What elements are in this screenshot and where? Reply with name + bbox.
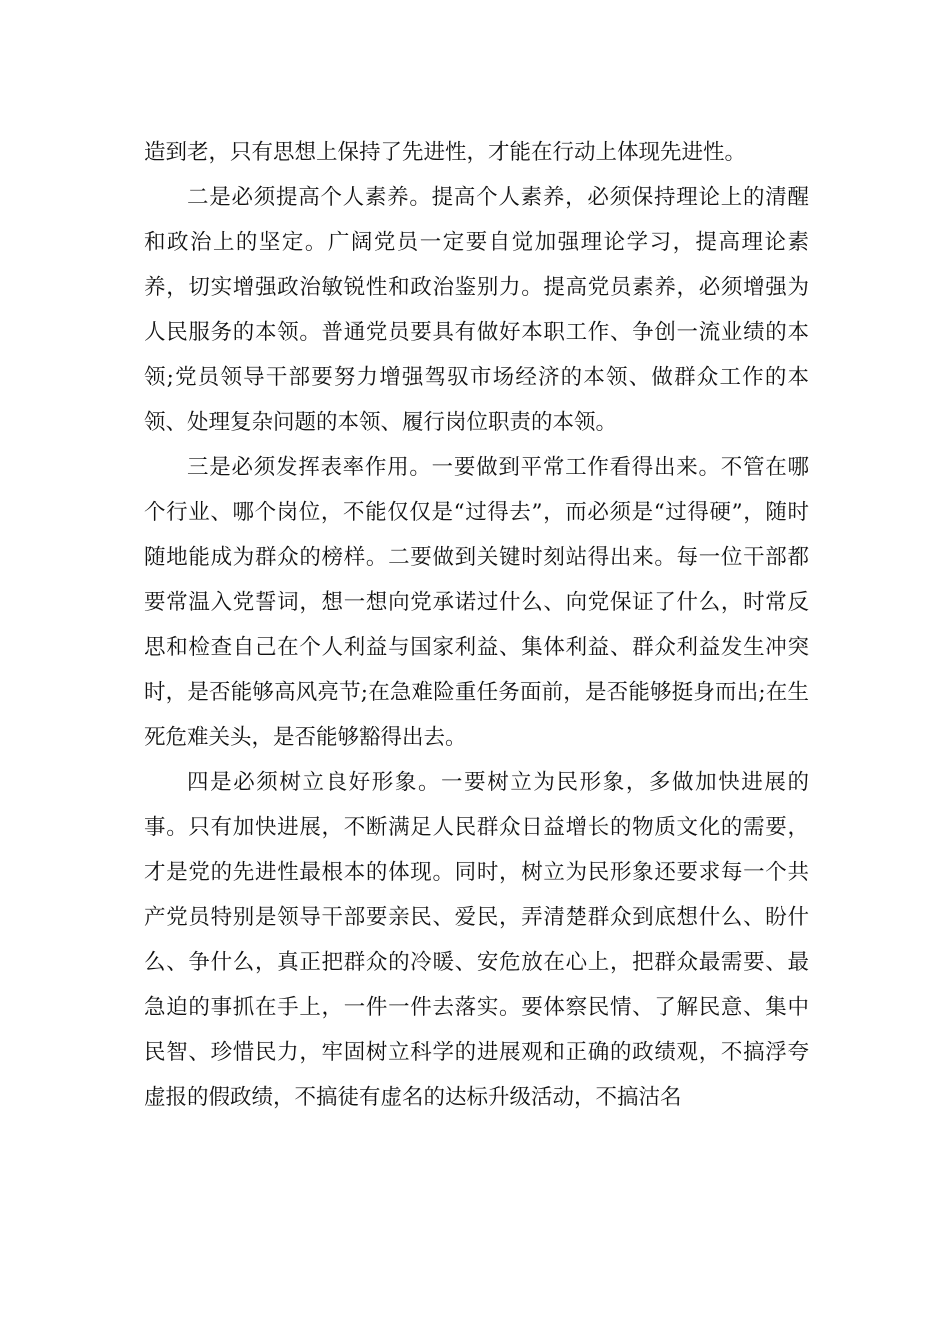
paragraph-continuation: 造到老，只有思想上保持了先进性，才能在行动上体现先进性。 bbox=[144, 140, 747, 165]
document-body bbox=[144, 130, 809, 1120]
paragraph-exemplary-role: 三是必须发挥表率作用。一要做到平常工作看得出来。不管在哪个行业、哪个岗位，不能仅仅是“过得去”，而必须是“过得硬”，随时随地能成为群众的榜样。二要做到关键时刻站得出来。每一位干部都要常温入党誓词，想一想向党承诺过什么、向党保证了什么，时常反思和检查自己在个人利益与国家利益、集体利益、群众利益发生冲突时，是否能够高风亮节;在急难险重任务面前，是否能够挺身而出;在生死危难关头，是否能够豁得出去。 bbox=[144, 455, 809, 750]
paragraph-good-image: 四是必须树立良好形象。一要树立为民形象，多做加快进展的事。只有加快进展，不断满足人民群众日益增长的物质文化的需要，才是党的先进性最根本的体现。同时，树立为民形象还要求每一个共产党员特别是领导干部要亲民、爱民，弄清楚群众到底想什么、盼什么、争什么，真正把群众的冷暖、安危放在心上，把群众最需要、最急迫的事抓在手上，一件一件去落实。要体察民情、了解民意、集中民智、珍惜民力，牢固树立科学的进展观和正确的政绩观，不搞浮夸虚报的假政绩，不搞徒有虚名的达标升级活动，不搞沽名 bbox=[144, 770, 809, 1110]
paragraph-personal-quality: 二是必须提高个人素养。提高个人素养，必须保持理论上的清醒和政治上的坚定。广阔党员一定要自觉加强理论学习，提高理论素养，切实增强政治敏锐性和政治鉴别力。提高党员素养，必须增强为人民服务的本领。普通党员要具有做好本职工作、争创一流业绩的本领;党员领导干部要努力增强驾驭市场经济的本领、做群众工作的本领、处理复杂问题的本领、履行岗位职责的本领。 bbox=[144, 185, 809, 435]
